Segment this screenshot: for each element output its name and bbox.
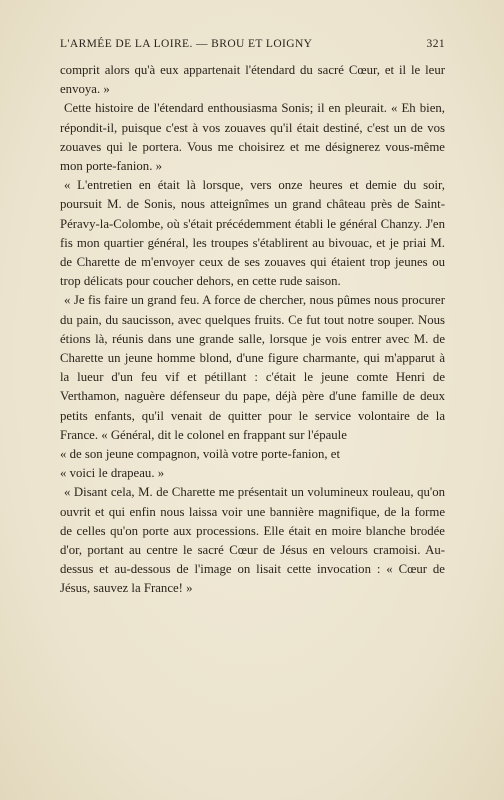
paragraph-5: « Disant cela, M. de Charette me présentait un volumineux rouleau, qu'on ouvrit et qui enfin nous laissa voir une bannière magnifique, de la forme de celles qu'on porte aux processions. Elle était en moire blanche brodée d'or, portant au centre le sacré Cœur de Jésus en velours cramoisi. Au-dessus et au-dessous de l'image on lisait cette invocation : « Cœur de Jésus, sauvez la France! »	[60, 485, 445, 596]
body-text	[60, 61, 445, 599]
paragraph-1: comprit alors qu'à eux appartenait l'étendard du sacré Cœur, et il le leur envoya. »	[60, 63, 445, 97]
page-number: 321	[426, 38, 445, 50]
running-header	[60, 36, 445, 52]
paragraph-3: « L'entretien en était là lorsque, vers onze heures et demie du soir, poursuit M. de Sonis, nous atteignîmes un grand château près de Saint-Péravy-la-Colombe, où s'était précédemment établi le général Chanzy. J'en fis mon quartier général, les troupes s'établirent au bivouac, et je priai M. de Charette de m'envoyer ceux de ses zouaves qui étaient trop jeunes ou trop délicats pour coucher dehors, en cette rude saison.	[60, 178, 445, 289]
quote-continuation-line-2: « voici le drapeau. »	[60, 466, 165, 481]
paragraph-2: Cette histoire de l'étendard enthousiasma Sonis; il en pleurait. « Eh bien, répondit-il, puisque c'est à vos zouaves qu'il était destiné, c'est un de vos zouaves qui le portera. Vous me choisirez et me désignerez vous-même mon porte-fanion. »	[60, 101, 445, 174]
paragraph-4: « Je fis faire un grand feu. A force de chercher, nous pûmes nous procurer du pain, du saucisson, avec quelques fruits. Ce fut tout notre souper. Nous étions là, réunis dans une grande salle, lorsque je vois entrer avec M. de Charette un jeune homme blond, d'une figure charmante, qui m'apparut à la lueur d'un feu vif et pétillant : c'était le jeune comte Henri de Verthamon, naguère défenseur du pape, déjà père d'une famille de deux petits enfants, qu'il venait de quitter pour le service volontaire de la France. « Général, dit le colonel en frappant sur l'épaule	[60, 293, 445, 442]
quote-continuation-line-1: « de son jeune compagnon, voilà votre porte-fanion, et	[60, 447, 341, 462]
running-title: L'ARMÉE DE LA LOIRE. — BROU ET LOIGNY	[60, 38, 313, 50]
